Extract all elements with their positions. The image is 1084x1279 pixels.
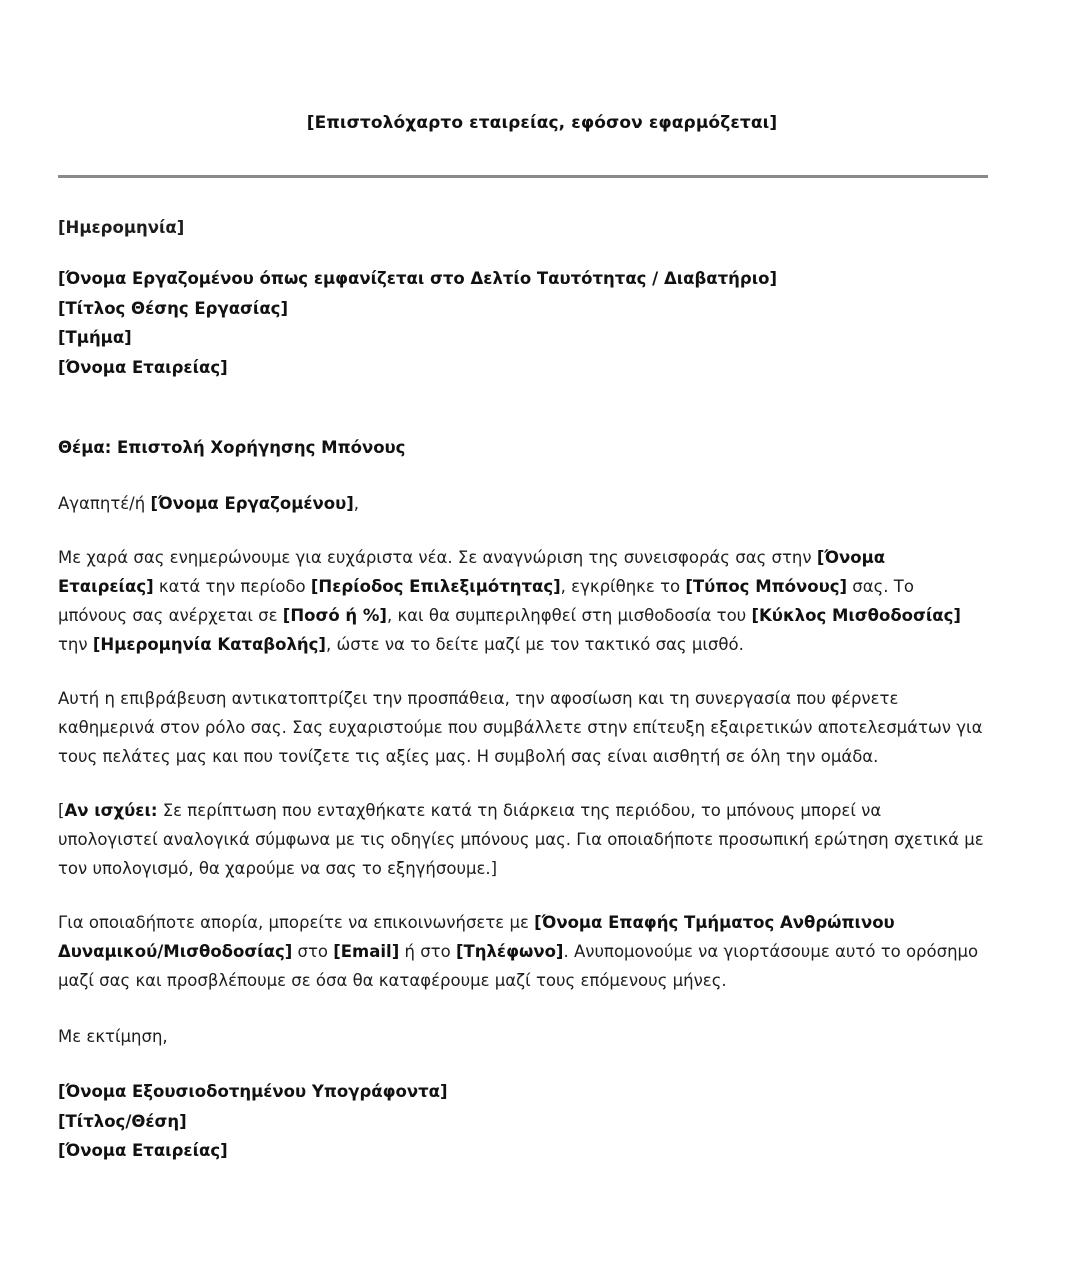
paragraph-proration-note — [58, 796, 985, 883]
p1-segment-7: , ώστε να το δείτε μαζί με τον τακτικό σας μισθό. — [325, 635, 744, 655]
p1-segment-3: , εγκρίθηκε το — [560, 577, 686, 597]
recipient-line-department: [Τμήμα] — [58, 328, 132, 348]
recipient-line-name: [Όνομα Εργαζομένου όπως εμφανίζεται στο Δελτίο Ταυτότητας / Διαβατήριο] — [58, 269, 778, 289]
paragraph-bonus-details — [58, 543, 985, 659]
placeholder-email: [Email] — [333, 942, 400, 962]
signature-line-name: [Όνομα Εξουσιοδοτημένου Υπογράφοντα] — [58, 1082, 448, 1102]
p1-segment-2: κατά την περίοδο — [153, 577, 311, 597]
p4-segment-2: στο — [292, 942, 334, 962]
salutation — [58, 489, 985, 518]
placeholder-bonus-type: [Τύπος Μπόνους] — [685, 577, 848, 597]
placeholder-bonus-amount: [Ποσό ή %] — [282, 606, 387, 626]
signature-line-title: [Τίτλος/Θέση] — [58, 1111, 187, 1131]
placeholder-eligibility-period: [Περίοδος Επιλεξιμότητας] — [310, 577, 561, 597]
p4-segment-1: Για οποιαδήποτε απορία, μπορείτε να επικοινωνήσετε με — [58, 913, 535, 933]
recipient-address-block — [58, 264, 985, 382]
conditional-label: Αν ισχύει: — [64, 801, 158, 821]
p3-body-text: Σε περίπτωση που ενταχθήκατε κατά τη διάρκεια της περιόδου, το μπόνους μπορεί να υπολογιστεί αναλογικά σύμφωνα με τις οδηγίες μπόνους μας. Για οποιαδήποτε προσωπική ερώτηση σχετικά με τον υπολογισμό, θα χαρούμε να σας το εξηγήσουμε.] — [58, 801, 984, 879]
letterhead-placeholder: [Επιστολόχαρτο εταιρείας, εφόσον εφαρμόζεται] — [306, 113, 778, 133]
subject-line: Θέμα: Επιστολή Χορήγησης Μπόνους — [58, 438, 406, 458]
p1-segment-1: Με χαρά σας ενημερώνουμε για ευχάριστα νέα. Σε αναγνώριση της συνεισφοράς σας στην — [58, 548, 817, 568]
placeholder-payroll-cycle: [Κύκλος Μισθοδοσίας] — [751, 606, 961, 626]
header-divider — [58, 175, 988, 178]
placeholder-payment-date: [Ημερομηνία Καταβολής] — [92, 635, 326, 655]
p1-segment-4: σας. Το μπόνους σας ανέρχεται σε — [58, 577, 914, 626]
placeholder-company-name: [Όνομα Εταιρείας] — [58, 548, 886, 597]
p4-segment-3: ή στο — [399, 942, 456, 962]
salutation-name-placeholder: [Όνομα Εργαζομένου] — [150, 494, 354, 514]
letter-body — [0, 213, 1084, 1202]
signature-line-company: [Όνομα Εταιρείας] — [58, 1141, 228, 1161]
placeholder-phone: [Τηλέφωνο] — [455, 942, 564, 962]
paragraph-appreciation: Αυτή η επιβράβευση αντικατοπτρίζει την προσπάθεια, την αφοσίωση και τη συνεργασία που φέρνετε καθημερινά στον ρόλο σας. Σας ευχαριστούμε που συμβάλλετε στην επίτευξη εξαιρετικών αποτελεσμάτων για τους πελάτες μας και που τονίζετε τις αξίες μας. Η συμβολή σας είναι αισθητή σε όλη την ομάδα. — [58, 689, 983, 767]
salutation-prefix: Αγαπητέ/ή — [58, 494, 151, 514]
paragraph-contact-info — [58, 908, 985, 995]
p1-segment-5: , και θα συμπεριληφθεί στη μισθοδοσία του — [386, 606, 752, 626]
date-placeholder: [Ημερομηνία] — [58, 218, 185, 238]
p4-segment-4: . Ανυπομονούμε να γιορτάσουμε αυτό το ορόσημο μαζί σας και προσβλέπουμε σε όσα θα καταφέρουμε μαζί τους επόμενους μήνες. — [58, 942, 979, 991]
p3-open-bracket: [ — [58, 801, 65, 821]
recipient-line-job-title: [Τίτλος Θέσης Εργασίας] — [58, 298, 288, 318]
placeholder-hr-contact-name: [Όνομα Επαφής Τμήματος Ανθρώπινου Δυναμικού/Μισθοδοσίας] — [58, 913, 895, 962]
signature-block — [58, 1077, 985, 1202]
recipient-line-company: [Όνομα Εταιρείας] — [58, 357, 228, 377]
salutation-suffix: , — [353, 494, 360, 514]
closing-salutation: Με εκτίμηση, — [58, 1027, 168, 1047]
p1-segment-6: την — [58, 635, 93, 655]
